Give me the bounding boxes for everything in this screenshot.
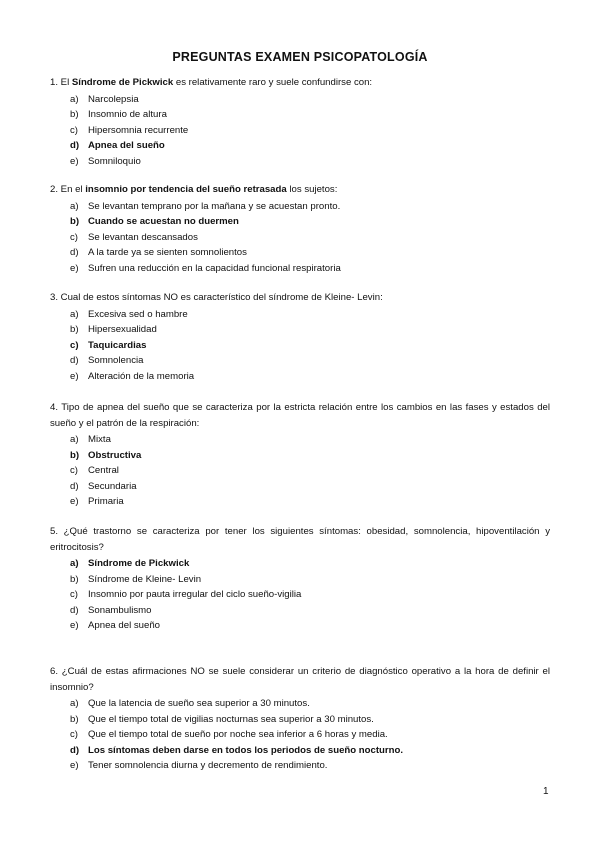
option-b: b) Que el tiempo total de vigilias nocturnas sea superior a 30 minutos. xyxy=(70,713,374,725)
option-b-correct: b) Cuando se acuestan no duermen xyxy=(70,216,239,228)
highlighted-term: Síndrome de Pickwick xyxy=(71,77,174,88)
option-c-correct: c) Taquicardias xyxy=(70,339,147,351)
option-d: d) Sonambulismo xyxy=(70,604,152,616)
option-d: d) A la tarde ya se sienten somnolientos xyxy=(70,247,247,259)
option-c: c) Hipersomnia recurrente xyxy=(70,124,189,136)
question-text: 2. En el insomnio por tendencia del sueño retrasada los sujetos: xyxy=(50,184,338,195)
option-c: c) Se levantan descansados xyxy=(70,231,198,243)
option-e: e) Primaria xyxy=(70,496,124,508)
option-b-correct: b) Obstructiva xyxy=(70,449,142,461)
option-b: b) Síndrome de Kleine- Levin xyxy=(70,573,202,585)
question-text: 4. Tipo de apnea del sueño que se caracteriza por la estricta relación entre los cambios en las fases y estados del sueño y el patrón de la respiración: xyxy=(50,402,550,429)
option-d-correct: d) Los síntomas deben darse en todos los periodos de sueño nocturno. xyxy=(70,744,404,756)
page-title: PREGUNTAS EXAMEN PSICOPATOLOGÍA xyxy=(172,50,428,64)
question-3 xyxy=(50,290,550,384)
question-5 xyxy=(50,524,550,634)
question-2 xyxy=(50,182,550,276)
question-text: 6. ¿Cuál de estas afirmaciones NO se suele considerar un criterio de diagnóstico operativo a la hora de definir el insomnio? xyxy=(50,666,550,693)
option-c: c) Que el tiempo total de sueño por noche sea inferior a 6 horas y media. xyxy=(70,729,388,741)
option-e: e) Tener somnolencia diurna y decremento de rendimiento. xyxy=(70,760,328,772)
question-4 xyxy=(50,400,550,510)
option-a: a) Mixta xyxy=(70,434,111,445)
option-b: b) Insomnio de altura xyxy=(70,109,167,121)
option-c: c) Central xyxy=(70,465,119,477)
option-a: a) Excesiva sed o hambre xyxy=(70,308,188,320)
option-d: d) Somnolencia xyxy=(70,355,144,367)
option-a-correct: a) Síndrome de Pickwick xyxy=(70,558,190,569)
question-text: 3. Cual de estos síntomas NO es característico del síndrome de Kleine- Levin: xyxy=(50,292,383,303)
option-a: a) Narcolepsia xyxy=(70,93,139,105)
option-b: b) Hipersexualidad xyxy=(70,324,157,336)
page-number: 1 xyxy=(543,786,549,797)
option-a: a) Que la latencia de sueño sea superior a 30 minutos. xyxy=(70,698,310,709)
option-e: e) Alteración de la memoria xyxy=(70,370,195,382)
option-e: e) Sufren una reducción en la capacidad funcional respiratoria xyxy=(70,262,341,274)
option-c: c) Insomnio por pauta irregular del ciclo sueño-vigilia xyxy=(70,589,302,601)
question-6 xyxy=(50,664,550,774)
option-d: d) Secundaria xyxy=(70,480,137,492)
highlighted-term: insomnio por tendencia del sueño retrasada xyxy=(85,184,287,195)
option-e: e) Apnea del sueño xyxy=(70,620,161,632)
option-e: e) Somniloquio xyxy=(70,155,141,167)
question-text: 1. El Síndrome de Pickwick es relativamente raro y suele confundirse con: xyxy=(50,77,373,88)
option-d-correct: d) Apnea del sueño xyxy=(70,140,165,152)
option-a: a) Se levantan temprano por la mañana y se acuestan pronto. xyxy=(70,200,341,212)
question-1 xyxy=(50,75,550,169)
question-text: 5. ¿Qué trastorno se caracteriza por tener los siguientes síntomas: obesidad, somnolencia, hipoventilación y eritrocitosis? xyxy=(50,526,550,553)
